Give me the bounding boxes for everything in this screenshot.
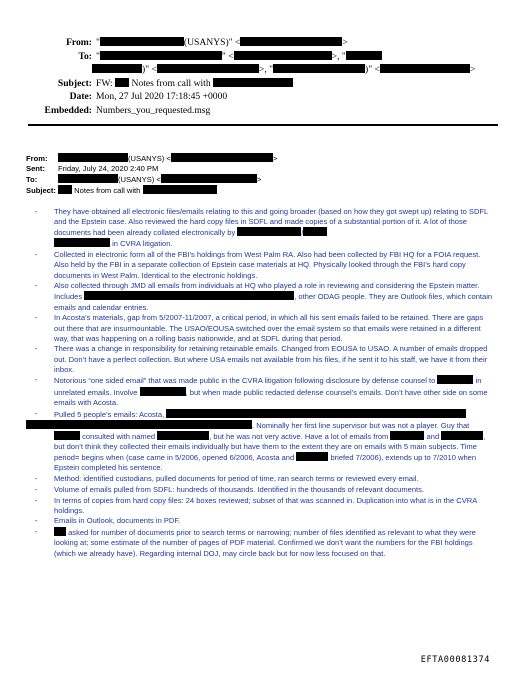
redaction [161, 174, 257, 183]
to-row-2: )" < >, " )" < > [0, 63, 512, 77]
redaction [100, 37, 184, 46]
to-label: To: [78, 50, 92, 62]
list-item: - Emails in Outlook, documents in PDF. [35, 516, 181, 526]
inner-to-row: To: (USANYS) < > [26, 175, 262, 185]
redaction [58, 185, 72, 194]
redaction [303, 227, 327, 236]
list-item: - There was a change in responsibility for retaining retainable emails. Changed from EOUSA to USAO. A number of emails dropped out. Don’t have a perfect collection. But where USA emails not available from his files, if he sent it to his staff, we have it from their inbox. [35, 344, 488, 374]
inner-from-value: (USANYS) < [128, 154, 171, 163]
outer-email-header [0, 36, 512, 118]
redaction [84, 291, 294, 300]
redaction [115, 78, 129, 87]
redaction [26, 420, 252, 429]
redaction [390, 431, 424, 440]
redaction [240, 37, 342, 46]
redaction [92, 64, 142, 73]
list-item: - asked for number of documents prior to search terms or narrowing; number of files identified as relevant to what they were looking at; some estimate of the number of pages of PDF material. Confirmed we don’t want the numbers for the FBI holdings (which we already have). Regarding internal DOJ, may circle back but for now less focused on that. [35, 527, 476, 558]
embedded-value: Numbers_you_requested.msg [96, 104, 211, 116]
redaction [140, 387, 186, 396]
redaction [273, 64, 365, 73]
list-item: - Pulled 5 people’s emails: Acosta, . Nominally her first line supervisor but was not a player. Guy that consulted with named , but he was not very active. Have a lot of emails from and , but don’t think they collected their emails individually but have them to the extent they are on emails with 5 main subjects. Time period= begins when (case came in 5/2006, opened 6/2006, Acosta and briefed 7/2006), extends up to 7/2010 when Epstein completed his sentence. [26, 409, 494, 474]
date-row [0, 90, 512, 104]
redaction [234, 51, 332, 60]
redaction [54, 431, 80, 440]
inner-to-label: To: [26, 175, 38, 185]
redaction [58, 174, 118, 183]
redaction [171, 153, 273, 162]
inner-email-header [26, 153, 277, 195]
inner-subject-row [26, 185, 277, 196]
redaction [166, 409, 466, 418]
redaction [346, 51, 382, 60]
subject-label: Subject: [57, 77, 92, 89]
redaction [54, 527, 66, 536]
redaction [213, 78, 293, 87]
inner-sent-row [26, 164, 277, 175]
redaction [380, 64, 470, 73]
redaction [58, 153, 128, 162]
inner-sent-value: Friday, July 24, 2020 2:40 PM [58, 163, 159, 173]
redaction [441, 431, 483, 440]
subject-prefix: FW: [96, 77, 113, 89]
inner-to-value: (USANYS) < [118, 175, 161, 185]
redaction [237, 227, 301, 236]
from-label: From: [66, 37, 92, 48]
list-item: - In Acosta’s materials, gap from 5/2007-11/2007, a critical period, in which all his sent emails failed to be retained. There are gaps out there that are insurmountable. The USAO/EOUSA switched over the email system so that emails were retained in a different way, that was happening on a rolling basis nationwide, and at SDFL during that period. [35, 313, 484, 343]
redaction [296, 452, 328, 461]
list-item: - Also collected through JMD all emails from individuals at HQ who played a role in reviewing and considering the Epstein matter. Includes , other ODAG people. They are Outlook files, which contain emails and calendar entries. [35, 281, 493, 312]
embedded-label: Embedded: [44, 104, 92, 116]
inner-subject-value: Notes from call with [74, 185, 141, 195]
list-item: - Notorious “one sided email” that was made public in the CVRA litigation following disclosure by defense counsel to in unrelated emails. Involve , but when made public redacted defense counsel’s emails. Don’t have other side on some emails with Acosta. [35, 375, 488, 407]
inner-from-label: From: [26, 154, 48, 163]
inner-subject-label: Subject: [26, 185, 56, 195]
subject-text: Notes from call with [131, 77, 211, 89]
list-item: - In terms of copies from hard copy files: 24 boxes reviewed; subset of that was scanned in. Duplication into what is in the CVRA holdings. [35, 495, 477, 515]
redaction [143, 185, 217, 194]
redaction [157, 431, 209, 440]
embedded-row [0, 104, 512, 118]
list-item: - Method: identified custodians, pulled documents for period of time, ran search terms or reviewed every email. [35, 474, 419, 484]
inner-sent-label: Sent: [26, 163, 45, 173]
from-row: From: " (USANYS)" < > [66, 37, 348, 48]
to-row: To: " " < >, " [0, 50, 512, 64]
redaction [157, 64, 259, 73]
redaction [54, 238, 110, 247]
list-item: - Volume of emails pulled from SDFL: hundreds of thousands. Identified in the thousands of relevant documents. [35, 484, 425, 494]
call-notes [26, 207, 494, 559]
bates-number: EFTA00081374 [420, 655, 490, 665]
from-value: (USANYS)" < [183, 37, 241, 48]
redaction [100, 51, 222, 60]
list-item: - They have obtained all electronic files/emails relating to this and going broader (based on how they got swept up) relating to SDFL and the Epstein case. Also reviewed the hard copy files in SDFL and made copies of a substantial portion of it. A lot of those documents had been already collated electronically by / in CVRA litigation. [35, 207, 488, 249]
inner-from-row: From: (USANYS) < > [26, 154, 278, 163]
date-value: Mon, 27 Jul 2020 17:18:45 +0000 [96, 91, 228, 103]
redaction [437, 375, 473, 384]
list-item: - Collected in electronic form all of the FBI’s holdings from West Palm RA. Also had been collected by FBI HQ for a FOIA request. Also held by the FBI in a separate collection of Epstein case materials at HQ. Physically looked through the FBI’s hard copy documents in West Palm. Identical to the electronic holdings. [35, 250, 481, 280]
date-label: Date: [69, 91, 92, 103]
header-divider [28, 124, 498, 126]
subject-row [0, 77, 512, 91]
